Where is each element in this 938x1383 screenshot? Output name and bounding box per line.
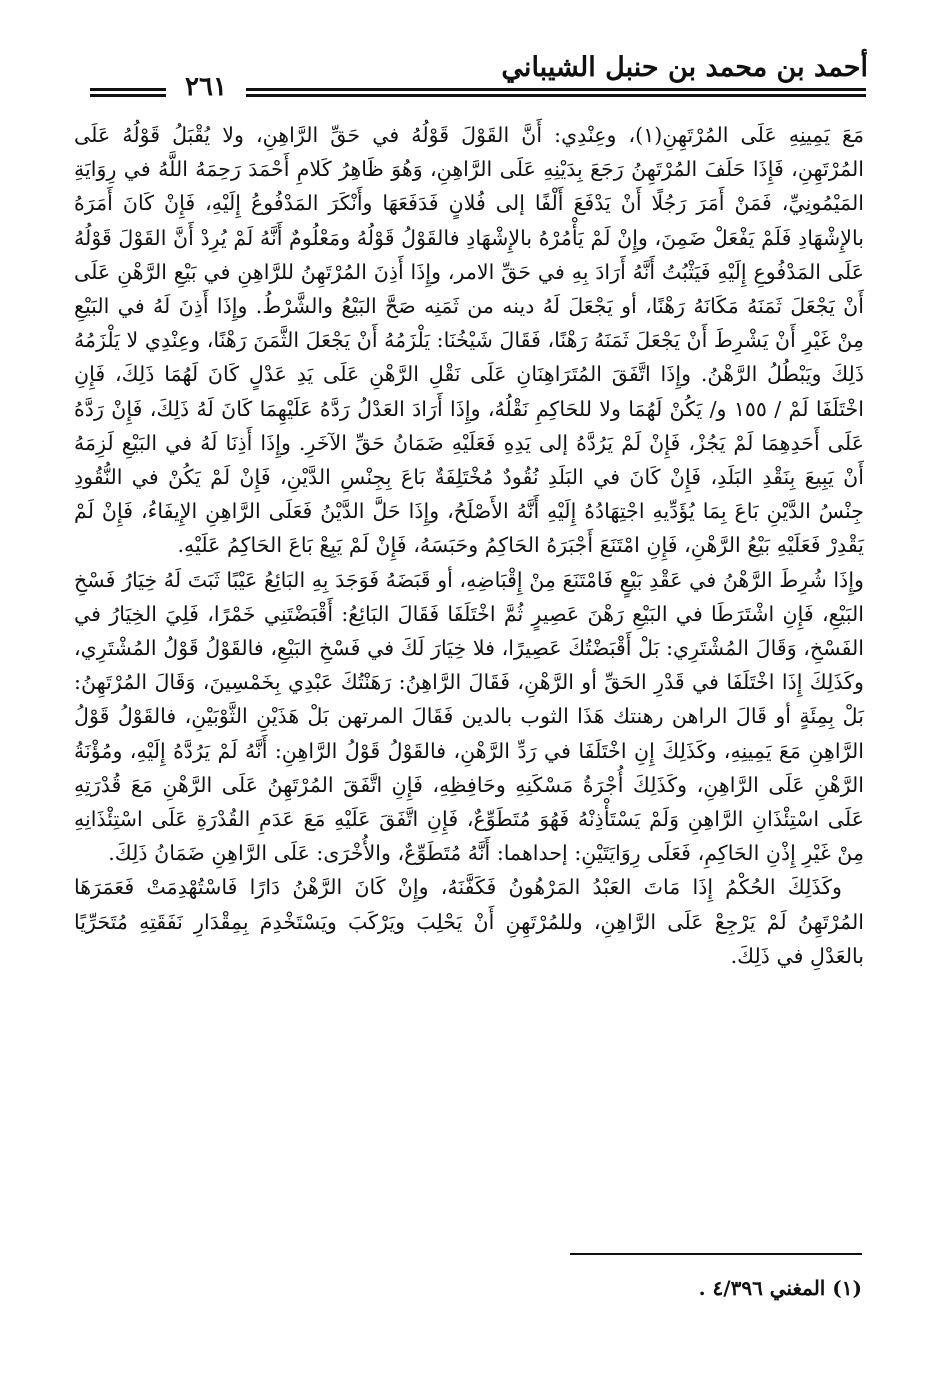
header-rule-left-bottom (90, 94, 166, 97)
paragraph-3: وكَذَلِكَ الحُكْمُ إِذَا مَاتَ العَبْدُ المَرْهُونُ فَكَفَّنَهُ، وإِنْ كَانَ الرَّهْنُ دَارًا فَاسْتُهْدِمَتْ فَعَمَرَهَا المُرْتَهِنُ لَمْ يَرْجِعْ عَلَى الرَّاهِنِ، وللمُرْتَهِنِ أَنْ يَحْلِبَ ويَرْكَبَ ويَسْتَخْدِمَ بِمِقْدَارِ نَفَقَتِهِ مُتَحَرِّيًا بالعَدْلِ في ذَلِكَ. (74, 875, 864, 968)
header-rule-left-top (90, 88, 166, 91)
footnote-separator (570, 1253, 862, 1255)
header-rule-top (246, 88, 866, 91)
main-text (74, 118, 864, 973)
paragraph-2: وإِذَا شُرِطَ الرَّهْنُ في عَقْدِ بَيْعٍ فَامْتَنَعَ مِنْ إِقْبَاضِهِ، أو قَبَضَهُ فَوَجَدَ بِهِ البَائِعُ عَيْبًا ثَبَتَ لَهُ خِيَارُ فَسْخِ البَيْعِ، فَإِنِ اشْتَرَطَا في البَيْعِ رَهْنَ عَصِيرٍ ثُمَّ اخْتَلَفَا فَقَالَ البَائِعُ: أَقْبَضْتَنِي خَمْرًا، فَلِيَ الخِيَارُ في الفَسْخِ، وَقَالَ المُشْتَرِي: بَلْ أَقْبَضْتُكَ عَصِيرًا، فلا خِيَارَ لَكَ في فَسْخِ البَيْعِ، فالقَوْلُ قَوْلُ المُشْتَرِي، وكَذَلِكَ إِذَا اخْتَلَفَا في قَدْرِ الحَقِّ أو الرَّهْنِ، فَقَالَ الرَّاهِنُ: رَهَنْتُكَ عَبْدِي بِخَمْسِينَ، وَقَالَ المُرْتَهِنُ: بَلْ بِمِئَةٍ أو قَالَ الراهن رهنتك هَذَا الثوب بالدين فَقَالَ المرتهن بَلْ هَذَيْنِ الثَّوْبَيْنِ، فالقَوْلُ قَوْلُ الرَّاهِنِ مَعَ يَمِينِهِ، وكَذَلِكَ إِنِ اخْتَلَفَا في رَدِّ الرَّهْنِ، فالقَوْلُ قَوْلُ الرَّاهِنِ: أَنَّهُ لَمْ يَرُدَّهُ إِلَيْهِ، ومُؤْنَةُ الرَّهْنِ عَلَى الرَّاهِنِ، وكَذَلِكَ أُجْرَةُ مَسْكَنِهِ وحَافِظِهِ، فَإِنِ اتَّفَقَ المُرْتَهِنُ عَلَى الرَّهْنِ مَعَ قُدْرَتِهِ عَلَى اسْتِئْذَانِ الرَّاهِنِ وَلَمْ يَسْتَأْذِنْهُ فَهُوَ مُتَطَوِّعٌ، فَإِنِ اتَّفَقَ عَلَيْهِ مَعَ عَدَمِ القُدْرَةِ عَلَى اسْتِئْذَانِهِ مِنْ غَيْرِ إِذْنِ الحَاكِمِ، فَعَلَى رِوَايَتَيْنِ: إحداهما: أَنَّهُ مُتَطَوِّعٌ، والأُخْرَى: عَلَى الرَّاهِنِ ضَمَانُ ذَلِكَ. (74, 567, 864, 866)
paragraph-1: مَعَ يَمِينِهِ عَلَى المُرْتَهِنِ(١)، وعِنْدِي: أَنَّ القَوْلَ قَوْلُهُ في حَقِّ الرَّاهِنِ، ولا يُقْبَلُ قَوْلُهُ عَلَى المُرْتَهِنِ، فَإِذَا حَلَفَ المُرْتَهِنُ رَجَعَ بِدَيْنِهِ عَلَى الرَّاهِنِ، وَهُوَ ظَاهِرُ كَلامِ أَحْمَدَ رَحِمَهُ اللَّهُ في رِوَايَةِ المَيْمُونِيِّ، فَمَنْ أَمَرَ رَجُلًا أَنْ يَدْفَعَ أَلْفًا إلى فُلانٍ فَدَفَعَهَا وأَنْكَرَ المَدْفُوعُ إِلَيْهِ، فَإِنْ كَانَ أَمَرَهُ بالإِشْهَادِ فَلَمْ يَفْعَلْ ضَمِنَ، وإِنْ لَمْ يَأْمُرْهُ بالإِشْهَادِ فالقَوْلُ قَوْلُهُ ومَعْلُومٌ أَنَّهُ لَمْ يُرِدْ أَنَّ القَوْلَ قَوْلُهُ عَلَى المَدْفُوعِ إِلَيْهِ فَيَثْبُتُ أَنَّهُ أَرَادَ بِهِ في حَقِّ الامر، وإِذَا أَذِنَ المُرْتَهِنُ للرَّاهِنِ في بَيْعِ الرَّهْنِ عَلَى أَنْ يَجْعَلَ ثَمَنَهُ مَكَانَهُ رَهْنًا، أو يَجْعَلَ لَهُ دينه من ثَمَنِه صَحَّ البَيْعُ والشَّرْطُ. وإِذَا أَذِنَ لَهُ في البَيْعِ مِنْ غَيْرِ أَنْ يَشْرِطَ أَنْ يَجْعَلَ ثَمَنَهُ رَهْنًا، فَقَالَ شَيْخُنَا: يَلْزَمُهُ أَنْ يَجْعَلَ الثَّمَنَ رَهْنًا، وعِنْدِي لا يَلْزَمُهُ ذَلِكَ ويَبْطُلُ الرَّهْنُ. وإِذَا اتَّفَقَ المُتَرَاهِنَانِ عَلَى نَقْلِ الرَّهْنِ عَلَى يَدِ عَدْلٍ كَانَ لَهُمَا ذَلِكَ، فَإِنِ اخْتَلَفَا لَمْ / ١٥٥ و/ يَكُنْ لَهُمَا ولا للحَاكِمِ نَقْلُهُ، وإِذَا أَرَادَ العَدْلُ رَدَّهُ عَلَيْهِمَا كَانَ لَهُ ذَلِكَ، فَإِنْ رَدَّهُ عَلَى أَحَدِهِمَا لَمْ يَجُزْ، فَإِنْ لَمْ يَرُدَّهُ إلى يَدِهِ فَعَلَيْهِ ضَمَانُ حَقِّ الآخَرِ. وإِذَا أَذِنَا لَهُ في البَيْعِ لَزِمَهُ أَنْ يَبِيعَ بِنَقْدِ البَلَدِ، فَإِنْ كَانَ في البَلَدِ نُقُودٌ مُخْتَلِفَةٌ بَاعَ بِجِنْسِ الدَّيْنِ، فَإِنْ لَمْ يَكُنْ في النُّقُودِ جِنْسُ الدَّيْنِ بَاعَ بِمَا يُؤَدِّيهِ اجْتِهَادُهُ إِلَيْهِ أَنَّهُ الأَصْلَحُ، وإِذَا حَلَّ الدَّيْنُ فَعَلَى الرَّاهِنِ الإِيفَاءُ، فَإِنْ لَمْ يَقْدِرْ فَعَلَيْهِ بَيْعُ الرَّهْنِ، فَإِنِ امْتَنَعَ أَجْبَرَهُ الحَاكِمُ وحَبَسَهُ، فَإِنْ لَمْ يَبِعْ بَاعَ الحَاكِمُ عَلَيْهِ. (74, 123, 865, 558)
header-rule-bottom (246, 94, 866, 97)
running-header-title: أحمد بن محمد بن حنبل الشيباني (501, 52, 868, 83)
footnote: (١) المغني ٤/٣٩٦ . (698, 1276, 862, 1300)
page-number: ٢٦١ (185, 72, 227, 102)
